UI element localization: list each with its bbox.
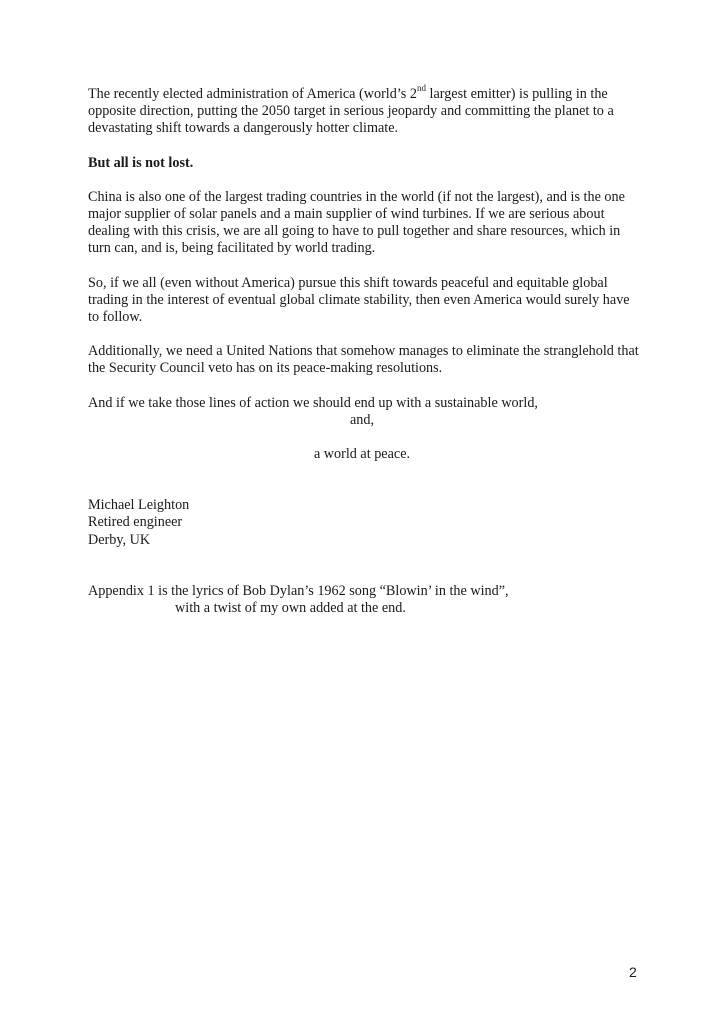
document-body (88, 83, 644, 617)
signature-location: Derby, UK (88, 531, 151, 548)
paragraph-conclusion (88, 395, 644, 464)
signature-name: Michael Leighton (88, 497, 190, 514)
conclusion-peace: a world at peace. (313, 446, 411, 463)
appendix-line: Appendix 1 is the lyrics of Bob Dylan’s 1962 song “Blowin’ in the wind”, (88, 582, 509, 599)
conclusion-and: and, (349, 411, 375, 428)
appendix-line-indented: with a twist of my own added at the end. (175, 600, 406, 617)
bold-statement: But all is not lost. (88, 154, 194, 171)
conclusion-line: And if we take those lines of action we should end up with a sustainable world, (88, 394, 538, 411)
page-number: 2 (629, 964, 637, 980)
paragraph-america-end: largest emitter) is pulling in the opposite direction, putting the 2050 target in serious jeopardy and committing the planet to a devastating shift towards a dangerously hotter climate. (88, 86, 614, 137)
paragraph-united-nations: Additionally, we need a United Nations that somehow manages to eliminate the stranglehold that the Security Council veto has on its peace-making resolutions. (88, 343, 639, 377)
appendix-note (88, 583, 644, 617)
paragraph-china: China is also one of the largest trading countries in the world (if not the largest), and is the one major supplier of solar panels and a main supplier of wind turbines. If we are serious about dealing with this crisis, we are all going to have to pull together and share resources, which in turn can, and is, being facilitated by world trading. (88, 188, 625, 257)
paragraph-global-trading: So, if we all (even without America) pursue this shift towards peaceful and equitable global trading in the interest of eventual global climate stability, then even America would surely have to follow. (88, 274, 630, 326)
signature-title: Retired engineer (88, 514, 183, 531)
signature-block (88, 497, 644, 549)
paragraph-america (88, 83, 644, 138)
ordinal-superscript: nd (416, 83, 426, 94)
paragraph-america-start: The recently elected administration of America (world’s 2 (88, 86, 417, 102)
